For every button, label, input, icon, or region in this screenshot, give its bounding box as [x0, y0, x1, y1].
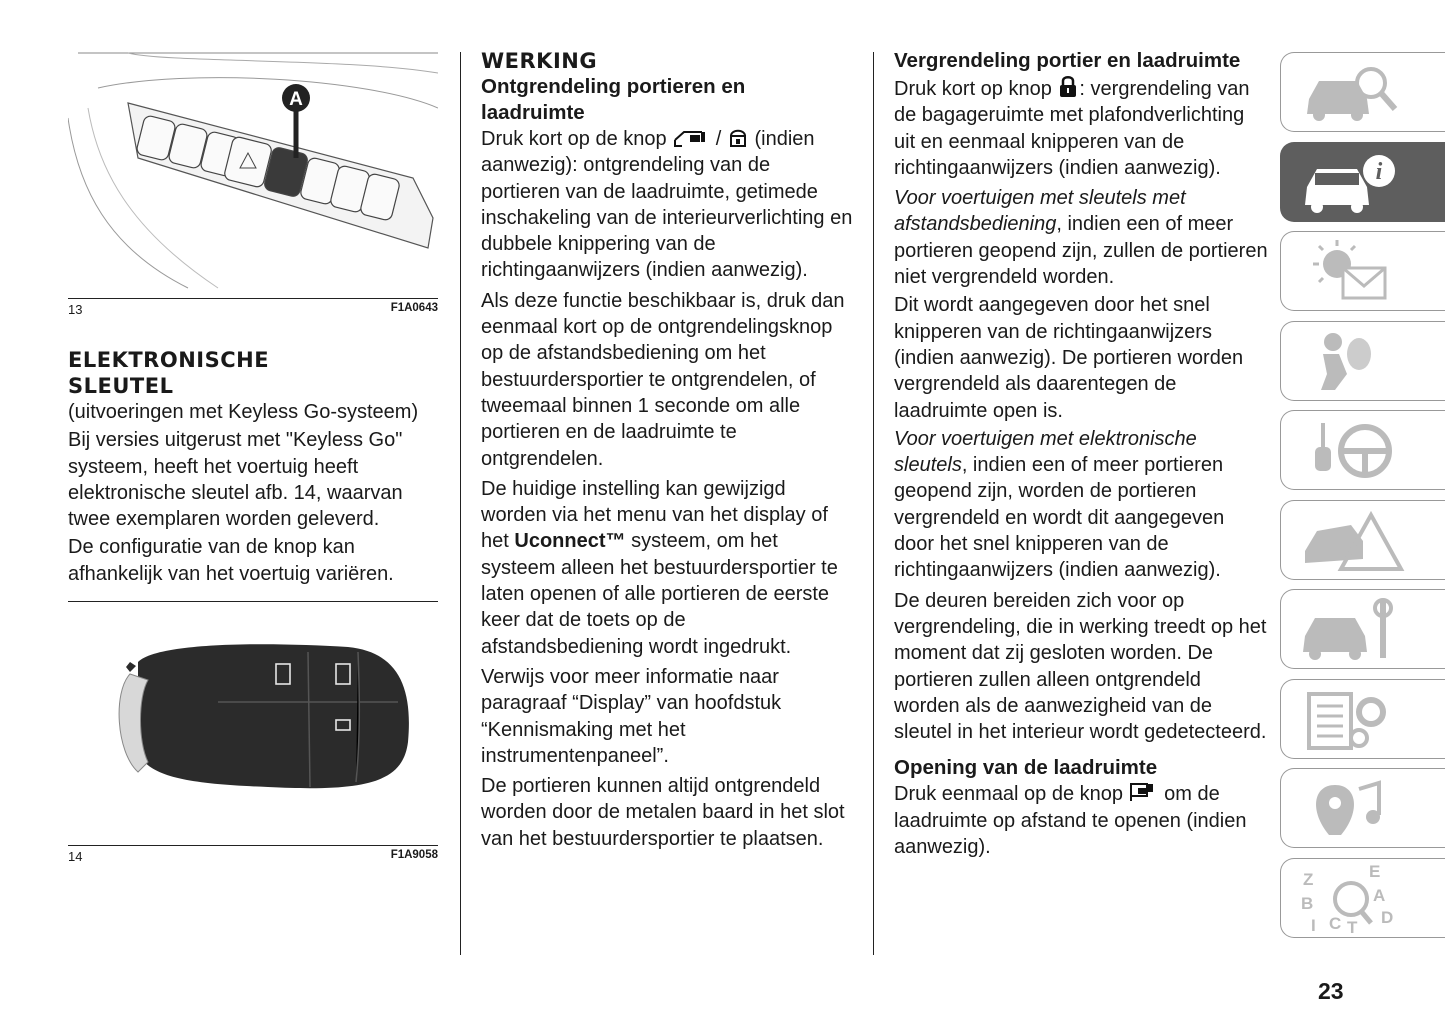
- col3-paragraph-2: [894, 185, 1268, 290]
- tab-multimedia[interactable]: [1280, 768, 1445, 848]
- tailgate-open-icon: [1129, 781, 1159, 803]
- col3-p4-rest: , indien een of meer portieren geopend zijn, worden de portieren vergrendeld en wordt dit aangegeven door het snel knipperen van de richtingaanwijzers (indien aanwezig).: [894, 454, 1225, 582]
- index-letter-z: Z: [1303, 869, 1314, 889]
- col2-p1-text-a: Druk kort op de knop: [481, 128, 667, 150]
- col3-paragraph-1: [894, 74, 1268, 181]
- column-left: [68, 48, 438, 864]
- chapter-tabs: [1280, 52, 1445, 947]
- col2-paragraph-3: [481, 476, 853, 660]
- index-letter-d: D: [1381, 907, 1394, 927]
- subheading-tailgate-open: Opening van de laadruimte: [894, 756, 1158, 780]
- lock-icon: [1057, 74, 1079, 98]
- figure-14-key-fob: [68, 602, 438, 840]
- col1-paragraph-1: (uitvoeringen met Keyless Go-systeem): [68, 401, 419, 423]
- figure-13-number: 13: [68, 302, 83, 317]
- subheading-lock: Vergrendeling portier en laadruimte: [894, 49, 1241, 72]
- col3-paragraph-6: [894, 781, 1268, 860]
- heading-line-2: SLEUTEL: [68, 374, 174, 398]
- unlock-door-icon: [727, 126, 749, 148]
- safety-airbag-icon: [1299, 328, 1409, 396]
- tab-lights-messages[interactable]: [1280, 231, 1445, 311]
- col3-p2-italic: Voor voertuigen met sleutels met afstandsbediening: [894, 187, 1186, 236]
- index-letter-c: C: [1329, 913, 1342, 933]
- figure-13-code: F1A0643: [390, 302, 438, 314]
- col2-p1-text-b: (indien aanwezig): ontgrendeling van de portieren van de laadruimte, getimede inschakeling van de interieurverlichting en dubbele knippering van de richtingaanwijzers (indien aanwezig).: [481, 128, 853, 282]
- col3-p6-text-a: Druk eenmaal op de knop: [894, 783, 1124, 806]
- page-number: 23: [1318, 978, 1344, 1004]
- index-letter-t: T: [1347, 917, 1358, 933]
- tab-car-search[interactable]: [1280, 52, 1445, 132]
- col2-p3-text-b: systeem, om het systeem alleen het bestuurdersportier te laten openen of alle portieren de eerste keer dat de toets op de afstandsbediening wordt ingedrukt.: [481, 530, 838, 658]
- car-info-icon: [1299, 149, 1409, 217]
- tab-index[interactable]: [1280, 858, 1445, 938]
- col2-p3-text-a: De huidige instelling kan gewijzigd worden via het menu van het display of het: [481, 477, 828, 553]
- figure-14-caption: [68, 849, 438, 864]
- column-divider-2: [873, 52, 874, 955]
- key-steering-icon: [1299, 417, 1409, 485]
- subheading-unlock: Ontgrendeling portieren en laadruimte: [481, 75, 746, 124]
- col3-paragraph-3: Dit wordt aangegeven door het snel knipperen van de richtingaanwijzers (indien aanwezig). De portieren worden vergrendeld als daarentegen de laadruimte open is.: [894, 294, 1244, 422]
- svg-text:i: i: [1375, 158, 1383, 185]
- unlock-tailgate-icon: [672, 128, 710, 148]
- section-heading-electronic-key: [68, 347, 438, 399]
- uconnect-brand: Uconnect™: [514, 530, 626, 553]
- col2-paragraph-1: [481, 126, 853, 284]
- figure-13-rule: [68, 298, 438, 299]
- col2-paragraph-4: Verwijs voor meer informatie naar paragraaf “Display” van hoofdstuk “Kennismaking met het instrumentenpaneel”.: [481, 665, 782, 767]
- col3-p6-text-b: om de laadruimte op afstand te openen (indien aanwezig).: [894, 783, 1247, 859]
- col1-paragraph-2: Bij versies uitgerust met "Keyless Go" systeem, heeft het voertuig heeft elektronische sleutel afb. 14, waarvan twee exemplaren worden geleverd.: [68, 429, 403, 531]
- col3-paragraph-4: [894, 426, 1268, 584]
- multimedia-icon: [1299, 775, 1409, 843]
- column-divider-1: [460, 52, 461, 955]
- heading-line-1: ELEKTRONISCHE: [68, 348, 270, 372]
- tab-technical-data[interactable]: [1280, 679, 1445, 759]
- lights-message-icon: [1299, 238, 1409, 306]
- col1-paragraph-3: De configuratie van de knop kan afhankelijk van het voertuig variëren.: [68, 536, 394, 585]
- figure-13-switch-panel: [68, 48, 438, 293]
- tab-car-info[interactable]: [1280, 142, 1445, 222]
- figure-13-caption: [68, 302, 438, 317]
- emergency-car-icon: [1299, 507, 1409, 575]
- figure-14-code: F1A9058: [390, 849, 438, 862]
- car-search-icon: [1299, 59, 1409, 127]
- column-middle: [481, 48, 853, 856]
- col3-p4-italic: Voor voertuigen met elektronische sleutels: [894, 427, 1197, 477]
- col2-p1-slash: /: [715, 128, 722, 150]
- index-icon: [1299, 865, 1409, 933]
- figure-14-number: 14: [68, 849, 83, 865]
- index-letter-b: B: [1301, 893, 1314, 913]
- col3-p1-text-b: : vergrendeling van de bagageruimte met plafondverlichting uit en eenmaal knipperen van de richtingaanwijzers (indien aanwezig).: [894, 78, 1250, 179]
- section-heading-werking: WERKING: [481, 49, 598, 73]
- car-maintenance-icon: [1299, 596, 1409, 664]
- col3-paragraph-5: De deuren bereiden zich voor op vergrendeling, die in werking treedt op het moment dat zij gesloten worden. De portieren zullen alleen ontgrendeld worden als de aanwezigheid van de sleutel in het interieur wordt gedetecteerd.: [894, 589, 1267, 744]
- tab-starting-driving[interactable]: [1280, 410, 1445, 490]
- index-letter-e: E: [1369, 864, 1381, 881]
- tab-emergency[interactable]: [1280, 500, 1445, 580]
- index-letter-a: A: [1373, 885, 1386, 905]
- figure-13-callout: A: [289, 89, 303, 110]
- index-letter-i: I: [1311, 915, 1316, 933]
- col3-p1-text-a: Druk kort op knop: [894, 78, 1052, 100]
- technical-data-icon: [1299, 686, 1409, 754]
- col2-paragraph-2: Als deze functie beschikbaar is, druk dan eenmaal kort op de ontgrendelingsknop op de afstandsbediening om het bestuurdersportier te ontgrendelen, of tweemaal binnen 1 seconde om alle portieren en de laadruimte te ontgrendelen.: [481, 289, 845, 470]
- column-right: [894, 48, 1268, 864]
- tab-maintenance[interactable]: [1280, 589, 1445, 669]
- col2-paragraph-5: De portieren kunnen altijd ontgrendeld worden door de metalen baard in het slot van het bestuurdersportier te plaatsen.: [481, 775, 845, 850]
- tab-safety[interactable]: [1280, 321, 1445, 401]
- figure-14-rule: [68, 845, 438, 846]
- col3-p2-rest: , indien een of meer portieren geopend zijn, zullen de portieren niet vergrendeld worden.: [894, 213, 1268, 289]
